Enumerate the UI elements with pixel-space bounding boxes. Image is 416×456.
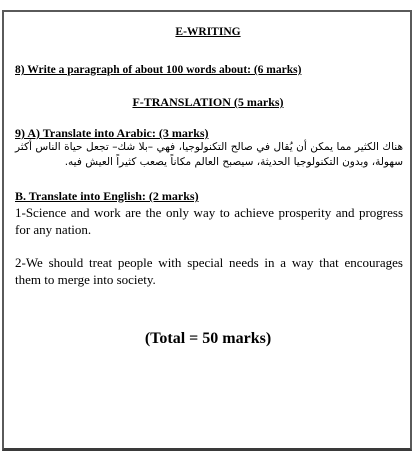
question-8: 8) Write a paragraph of about 100 words about: (6 marks): [15, 64, 302, 76]
f-translation-heading: F-TRANSLATION (5 marks): [132, 95, 284, 109]
e-writing-heading: E-WRITING: [175, 26, 241, 38]
question-9b: B. Translate into English: (2 marks): [15, 189, 199, 203]
arabic-passage: هناك الكثير مما يمكن أن يُقال في صالح التكنولوجيا، فهي –بلا شك– تجعل حياة الناس أكثر سهولة، وبدون التكنولوجيا الحديثة، سيصبح العالم مكاناً يصعب كثيراً العيش فيه.: [15, 141, 403, 168]
english-sentence-2: 2-We should treat people with special needs in a way that encourages them to merge into society.: [15, 255, 403, 287]
english-sentence-1: 1-Science and work are the only way to achieve prosperity and progress for any nation.: [15, 205, 403, 237]
question-9a: 9) A) Translate into Arabic: (3 marks): [15, 126, 209, 140]
total-marks: (Total = 50 marks): [144, 330, 272, 347]
